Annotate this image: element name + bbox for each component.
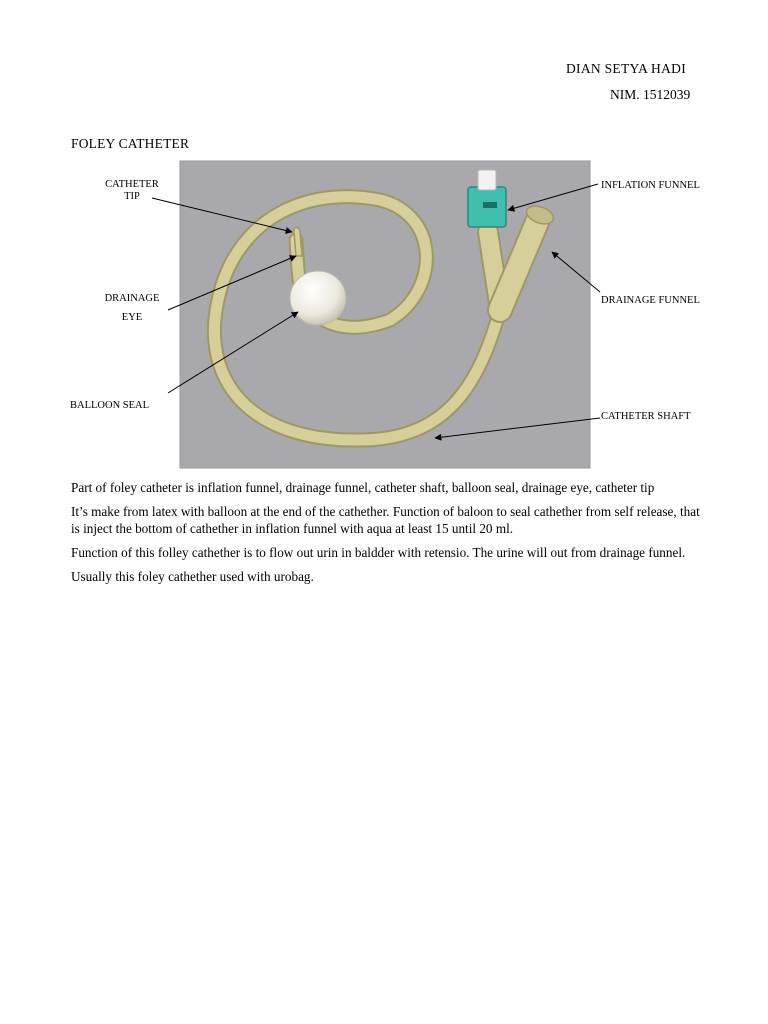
label-drainage-eye-1: DRAINAGE bbox=[104, 293, 160, 304]
label-drainage-eye-2: EYE bbox=[121, 312, 143, 323]
label-balloon-seal: BALLOON SEAL bbox=[70, 400, 150, 411]
balloon-shape bbox=[290, 271, 346, 325]
paragraph-usage: Usually this foley cathether used with urobag. bbox=[71, 569, 314, 584]
paragraph-material: It’s make from latex with balloon at the end of the cathether. Function of baloon to seal cathether from self release, that is inject the bottom of cathether in inflation funnel with aqua at least 15 until 20 ml. bbox=[71, 504, 700, 536]
document-title: FOLEY CATHETER bbox=[71, 136, 190, 151]
foley-catheter-figure bbox=[60, 160, 720, 475]
body-text bbox=[71, 479, 701, 592]
student-id: NIM. 1512039 bbox=[610, 87, 691, 102]
paragraph-function: Function of this folley cathether is to flow out urin in baldder with retensio. The urine will out from drainage funnel. bbox=[71, 545, 686, 560]
label-catheter-tip-1: CATHETER bbox=[105, 179, 159, 190]
label-catheter-tip-2: TIP bbox=[124, 191, 140, 202]
label-inflation-funnel: INFLATION FUNNEL bbox=[601, 180, 700, 191]
paragraph-parts: Part of foley catheter is inflation funnel, drainage funnel, catheter shaft, balloon seal, drainage eye, catheter tip bbox=[71, 480, 655, 495]
author-name: DIAN SETYA HADI bbox=[566, 61, 686, 76]
label-catheter-shaft: CATHETER SHAFT bbox=[601, 411, 691, 422]
label-drainage-funnel: DRAINAGE FUNNEL bbox=[601, 295, 700, 306]
